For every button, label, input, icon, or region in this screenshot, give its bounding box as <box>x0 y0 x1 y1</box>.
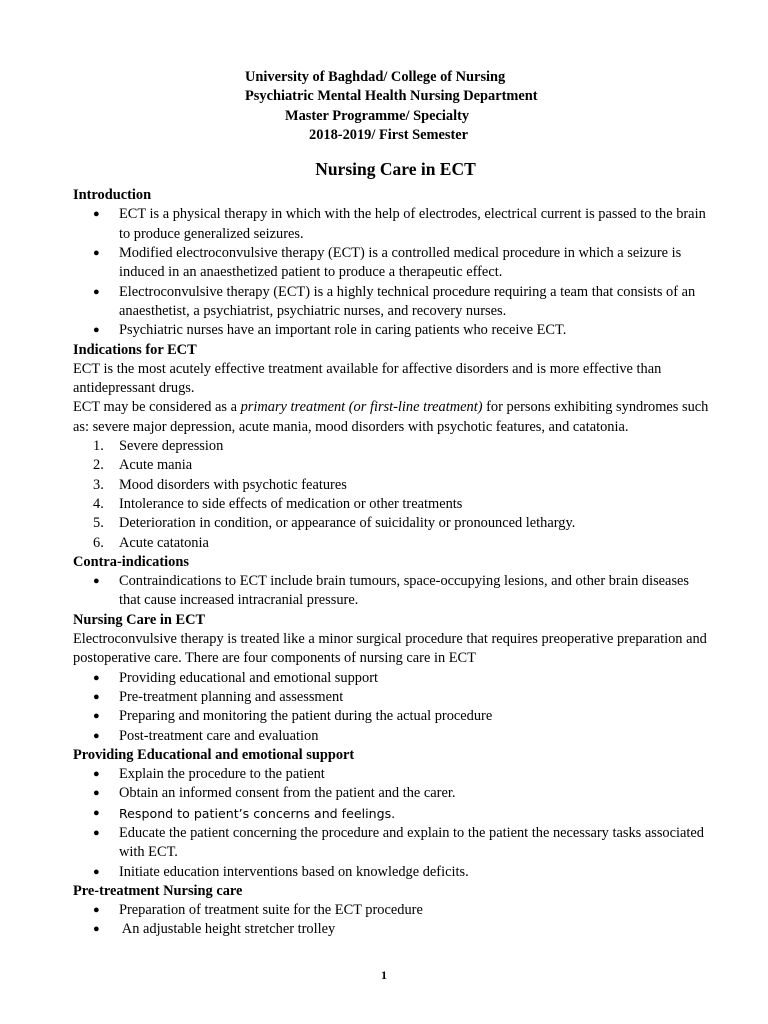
header-programme: Master Programme/ Specialty <box>285 107 470 124</box>
bullet-icon: ● <box>93 787 100 800</box>
list-item: ● Providing educational and emotional support <box>73 669 713 688</box>
list-item: ● Preparation of treatment suite for the ECT procedure <box>73 901 713 920</box>
bullet-icon: ● <box>93 208 100 221</box>
page-number: 1 <box>381 968 387 982</box>
document-title: Nursing Care in ECT <box>315 159 476 180</box>
list-item: ● Psychiatric nurses have an important role in caring patients who receive ECT. <box>73 321 713 340</box>
bullet-icon: ● <box>93 575 100 588</box>
section-pre-treatment <box>73 882 713 940</box>
heading-indications: Indications for ECT <box>73 341 197 358</box>
list-item: ● Explain the procedure to the patient <box>73 765 713 784</box>
heading-introduction: Introduction <box>73 187 152 204</box>
bullet-icon: ● <box>93 865 100 878</box>
heading-contra-indications: Contra-indications <box>73 553 189 570</box>
section-contra-indications <box>73 553 713 611</box>
intro-list <box>73 205 713 340</box>
section-introduction <box>73 186 713 340</box>
indications-paragraph-2: ECT may be considered as a primary treatment (or first-line treatment) for persons exhibiting syndromes such as: severe major depression, acute mania, mood disorders with psychotic features, and catatonia. <box>73 399 709 435</box>
list-item: 2. Acute mania <box>93 457 193 474</box>
section-indications <box>73 341 713 553</box>
heading-educational-support: Providing Educational and emotional support <box>73 746 355 763</box>
indications-numbered-list <box>73 437 713 553</box>
emphasis-text: primary treatment (or first-line treatment) <box>240 399 483 416</box>
list-item: 1. Severe depression <box>93 438 224 455</box>
bullet-icon: ● <box>93 710 100 723</box>
list-item: ● An adjustable height stretcher trolley <box>73 920 713 939</box>
heading-nursing-care: Nursing Care in ECT <box>73 611 206 628</box>
bullet-icon: ● <box>93 729 100 742</box>
bullet-icon: ● <box>93 690 100 703</box>
bullet-icon: ● <box>93 324 100 337</box>
bullet-icon: ● <box>93 247 100 260</box>
header-department: Psychiatric Mental Health Nursing Department <box>245 88 538 105</box>
document-page <box>73 68 713 940</box>
list-item: ● Preparing and monitoring the patient during the actual procedure <box>73 707 713 726</box>
list-item: ● Contraindications to ECT include brain tumours, space-occupying lesions, and other brain diseases that cause increased intracranial pressure. <box>93 573 690 609</box>
list-item: ● Electroconvulsive therapy (ECT) is a highly technical procedure requiring a team that consists of an anaesthetist, a psychiatrist, psychiatric nurses, and recovery nurses. <box>93 283 696 319</box>
list-item: ● ECT is a physical therapy in which with the help of electrodes, electrical current is passed to the brain to produce generalized seizures. <box>93 206 706 242</box>
list-item: ● Educate the patient concerning the procedure and explain to the patient the necessary tasks associated with ECT. <box>93 824 704 861</box>
list-item: ● Pre-treatment planning and assessment <box>73 688 713 707</box>
bullet-icon: ● <box>93 904 100 917</box>
educational-list <box>73 765 713 882</box>
bullet-icon: ● <box>93 671 100 684</box>
list-item: ● Post-treatment care and evaluation <box>73 727 713 746</box>
nursing-care-paragraph: Electroconvulsive therapy is treated like a minor surgical procedure that requires preoperative preparation and postoperative care. There are four components of nursing care in ECT <box>73 631 707 667</box>
list-item: 6. Acute catatonia <box>93 534 209 551</box>
bullet-icon: ● <box>93 923 100 936</box>
bullet-icon: ● <box>93 826 100 839</box>
bullet-icon: ● <box>93 768 100 781</box>
list-item: 5. Deterioration in condition, or appearance of suicidality or pronounced lethargy. <box>93 515 576 532</box>
header-semester: 2018-2019/ First Semester <box>309 126 469 143</box>
pre-treatment-list <box>73 901 713 940</box>
list-item: ● Initiate education interventions based on knowledge deficits. <box>73 863 713 882</box>
list-item: 4. Intolerance to side effects of medication or other treatments <box>93 495 463 512</box>
list-item: 3. Mood disorders with psychotic features <box>93 476 347 493</box>
list-item: ● Obtain an informed consent from the patient and the carer. <box>73 784 713 803</box>
list-item: ● Modified electroconvulsive therapy (ECT) is a controlled medical procedure in which a seizure is induced in an anaesthetized patient to produce a therapeutic effect. <box>93 245 682 281</box>
bullet-icon: ● <box>93 285 100 298</box>
nursing-care-list <box>73 669 713 746</box>
indications-paragraph: ECT is the most acutely effective treatment available for affective disorders and is more effective than antidepressant drugs. <box>73 360 662 397</box>
section-nursing-care <box>73 611 713 746</box>
section-educational-support <box>73 746 713 882</box>
heading-pre-treatment: Pre-treatment Nursing care <box>73 882 243 899</box>
header-university: University of Baghdad/ College of Nursing <box>245 69 506 85</box>
contra-list <box>73 572 713 611</box>
bullet-icon: ● <box>93 806 100 819</box>
list-item: ● Respond to patient’s concerns and feelings. <box>73 804 713 824</box>
